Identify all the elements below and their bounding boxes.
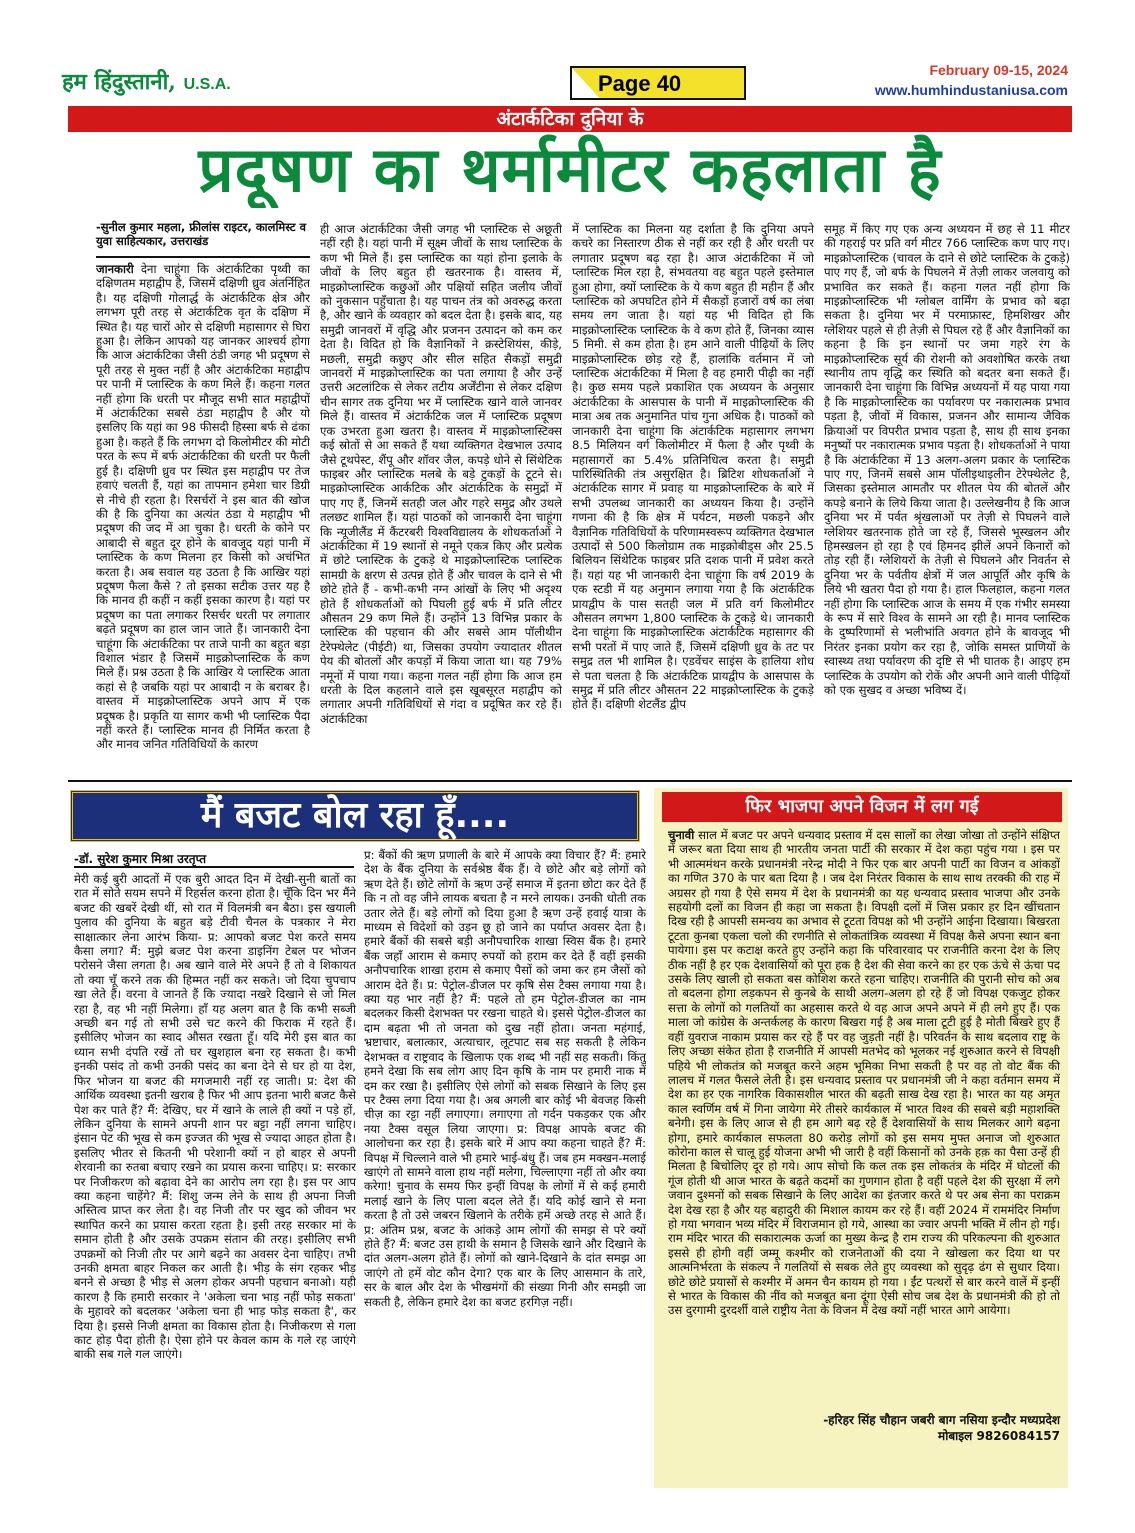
page-header [62,62,1074,106]
budget-byline: -डॉ. सुरेश कुमार मिश्रा उरतृप्त [74,852,207,866]
bjp-article-body [668,828,1060,1408]
bjp-signature [668,1412,1060,1444]
article-kicker: अंटार्कटिका दुनिया के [68,106,1072,132]
bjp-article-title: फिर भाजपा अपने विजन में लग गई [662,792,1062,822]
article-column-1 [96,262,310,776]
article-headline: प्रदूषण का थर्मामीटर कहलाता है [198,134,942,206]
byline-divider [96,256,310,258]
page-number: Page 40 [598,71,682,96]
author-signature: -हरिहर सिंह चौहान जबरी बाग नसिया इन्दौर मध्यप्रदेश [823,1413,1060,1427]
masthead-title: हम हिंदुस्तानी, [62,69,176,95]
page-number-box [570,66,746,100]
article-column-2: ही आज अंटार्कटिका जैसी जगह भी प्लास्टिक से अछूती नहीं रही है। यहां पानी में सूक्ष्म जीवों के साथ प्लास्टिक के कण भी मिले हैं। इस प्लास्टिक का यहां होना इलाके के जीवों के लिए बहुत ही खतरनाक है। वास्तव में, माइक्रोप्लास्टिक कछुओं और पक्षियों सहित जलीय जीवों को नुकसान पहुँचाता है। यह पाचन तंत्र को अवरुद्ध करता है, और खाने के व्यवहार को बदल देता है। इसके बाद, यह समुद्री जानवरों में वृद्धि और प्रजनन उत्पादन को कम कर देता है। विदित हो कि वैज्ञानिकों ने क्रस्टेशियंस, कीड़े, मछली, समुद्री कछुए और सील सहित सैकड़ों समुद्री जानवरों में माइक्रोप्लास्टिक का पता लगाया है और उन्हें उत्तरी अटलांटिक से लेकर तटीय अर्जेंटीना से लेकर दक्षिण चीन सागर तक दुनिया भर में प्लास्टिक खाने वाले जानवर मिले हैं। वास्तव में अंटार्कटिक जल में प्लास्टिक प्रदूषण एक उभरता हुआ खतरा है। वास्तव में माइक्रोप्लास्टिक्स कई स्रोतों से आ सकते हैं यथा व्यक्तिगत देखभाल उत्पाद जैसे टूथपेस्ट, शैंपू और शॉवर जैल, कपड़े धोने से सिंथेटिक फाइबर और प्लास्टिक मलबे के बड़े टुकड़ों के टूटने से। माइक्रोप्लास्टिक आर्कटिक और अंटार्कटिक के समुद्रों में पाए गए हैं, जिनमें सतही जल और गहरे समुद्र और उथले तलछट शामिल हैं। यहां पाठकों को जानकारी देना चाहूंगा कि न्यूजीलैंड में कैंटरबरी विश्वविद्यालय के शोधकर्ताओं ने अंटार्कटिका में 19 स्थानों से नमूने एकत्र किए और प्रत्येक में छोटे प्लास्टिक के टुकड़े थे माइक्रोप्लास्टिक प्लास्टिक सामग्री के क्षरण से उत्पन्न होते हैं और चावल के दाने से भी छोटे होते हैं - कभी-कभी नग्न आंखों के लिए भी अदृश्य होते हैं शोधकर्ताओं को पिघली हुई बर्फ में प्रति लीटर औसतन 29 कण मिले हैं। उन्होंने 13 विभिन्न प्रकार के प्लास्टिक की पहचान की और सबसे आम पॉलीथीन टेरेफ्थेलेट (पीईटी) था, जिसका उपयोग ज्यादातर शीतल पेय की बोतलों और कपड़ों में किया जाता था। यह 79% नमूनों में पाया गया। कहना गलत नहीं होगा कि आज हम धरती के दिल कहलाने वाले इस खूबसूरत महाद्वीप को लगातार अपनी गतिविधियों से गंदा व प्रदूषित कर रहे हैं। अंटार्कटिका [320,222,562,726]
article-column-1-text: देना चाहूंगा कि अंटार्कटिका पृथ्वी का दक्षिणतम महाद्वीप है, जिसमें दक्षिणी ध्रुव अंतर्निहित है। यह दक्षिणी गोलार्द्ध के अंटार्कटिक क्षेत्र और लगभग पूरी तरह से अंटार्कटिक वृत के दक्षिण में स्थित है। यह चारों ओर से दक्षिणी महासागर से घिरा हुआ है। लेकिन आपको यह जानकर आश्चर्य होगा कि आज अंटार्कटिका जैसी ठंडी जगह भी प्रदूषण से पूरी तरह से मुक्त नहीं है और अंटार्कटिका महाद्वीप पर पानी में प्लास्टिक के कण मिले हैं। कहना गलत नहीं होगा कि धरती पर मौजूद सभी सात महाद्वीपों में अंटार्कटिका सबसे ठंडा महाद्वीप है और यो इसलिए कि यहां का 98 फीसदी हिस्सा बर्फ से ढंका हुआ है। कहते हैं कि लगभग दो किलोमीटर की मोटी परत के रूप में बर्फ अंटार्कटिका की धरती पर फैली हुई है। दक्षिणी ध्रुव पर स्थित इस महाद्वीप पर तेज हवाएं चलती हैं, यहां का तापमान हमेशा चार डिग्री से नीचे ही रहता है। रिसर्चरों ने इस बात की खोज की है कि दुनिया का अत्यंत ठंडा ये महाद्वीप भी प्रदूषण की जद में आ चुका है। धरती के कोने पर आबादी से बहुत दूर होने के बावजूद यहां पानी में प्लास्टिक के कण मिलना हर किसी को अचंभित करता है। अब सवाल यह उठता है कि आखिर यहां प्रदूषण फैला कैसे ? तो इसका सटीक उत्तर यह है कि मानव ही कहीं न कहीं इसका कारण है। यहां पर प्रदूषण का पता लगाकर रिसर्चर धरती पर लगातार बढ़ते प्रदूषण का हाल जान जाते हैं। जानकारी देना चाहूंगा कि अंटार्कटिका पर ताजे पानी का बहुत बड़ा विशाल भंडार है जिसमें माइक्रोप्लास्टिक के कण मिले हैं। प्रश्न उठता है कि आखिर ये प्लास्टिक आता कहां से है जबकि यहां पर आबादी न के बराबर है। वास्तव में माइक्रोप्लास्टिक अपने आप में एक प्रदूषक है। प्रकृति या सागर कभी भी प्लास्टिक पैदा नहीं करते हैं। प्लास्टिक मानव ही निर्मित करता है और मानव जनित गतिविधियों के कारण [96,262,310,752]
site-url[interactable]: www.humhindustaniusa.com [874,82,1068,98]
section-divider [68,780,1072,782]
masthead [62,66,231,96]
budget-byline-divider [74,866,354,868]
budget-column-2: प्र: बैंकों की ऋण प्रणाली के बारे में आपके क्या विचार हैं? मैं: हमारे देश के बैंक दुनिया के सर्वश्रेष्ठ बैंक हैं। वे छोटे और बड़े लोगों को ऋण देते हैं। छोटे लोगों के ऋण उन्हें समाज में इतना छोटा कर देते हैं कि न तो वह जीने लायक बचता है न मरने लायक। उनकी धोती तक उतार लेते हैं। बड़े लोगों को दिया हुआ है ऋण उन्हें हवाई यात्रा के माध्यम से विदेशों को उड़न छू हो जाने का पर्याप्त अवसर देता है। हमारे बैंकों की सबसे बड़ी अनौपचारिक शाखा स्विस बैंक है। हमारे बैंक जहाँ आराम से कमाए रुपयों को हराम कर देते हैं वहीं इसकी अनौपचारिक शाखा हराम से कमाए पैसों को जमा कर हम जैसों को आराम देते हैं। प्र: पेट्रोल-डीजल पर कृषि सेस टैक्स लगाया गया है। क्या यह भार नहीं है? मैं: पहले तो हम पेट्रोल-डीजल का नाम बदलकर किसी देशभक्त पर रखना चाहते थे। इससे पेट्रोल-डीजल का दाम बढ़ता भी तो जनता को दुख नहीं होता। जनता महंगाई, भ्रष्टाचार, बलात्कार, अत्याचार, लूटपाट सब सह सकती है लेकिन देशभक्त व राष्ट्रवाद के खिलाफ एक शब्द भी नहीं सह सकती। किंतु हमने देखा कि सब लोग आए दिन कृषि के नाम पर हमारी नाक में दम कर रखा है। इसीलिए ऐसे लोगों को सबक सिखाने के लिए इस पर टैक्स लगा दिया गया है। अब अगली बार कोई भी बेवजह किसी चीज़ का रट्टा नहीं लगाएगा। लगाएगा तो गर्दन पकड़कर एक और नया टैक्स वसूल लिया जाएगा। प्र: विपक्ष आपके बजट की आलोचना कर रहा है। इसके बारे में आप क्या कहना चाहते हैं? मैं: विपक्ष में चिल्लाने वाले भी हमारे भाई-बंधु हैं। जब हम मक्खन-मलाई खाएंगे तो सामने वाला हाथ नहीं मलेगा, चिल्लाएगा नहीं तो और क्या करेगा! चुनाव के समय फिर इन्हीं विपक्ष के लोगों में से कई हमारी मलाई खाने के लिए पाला बदल लेते हैं। यदि कोई खाने से मना करता है तो उसे जबरन खिलाने के तरीके हमें अच्छे तरह से आते हैं। प्र: अंतिम प्रश्न, बजट के आंकड़े आम लोगों की समझ से परे क्यों होते हैं? मैं: बजट उस हाथी के समान है जिसके खाने और दिखाने के दांत अलग-अलग होते हैं। लोगों को खाने-दिखाने के दांत समझ आ जाएंगे तो हमें वोट कौन देगा? एक बार के लिए आसमान के तारे, सर के बाल और देश के भीखमंगों की संख्या गिनी और समझी जा सकती है, लेकिन हमारे देश का बजट हरगिज़ नहीं। [364,848,646,1309]
article-column-4: समूह में किए गए एक अन्य अध्ययन में छह से 11 मीटर की गहराई पर प्रति वर्ग मीटर 766 प्लास्टिक कण पाए गए। माइक्रोप्लास्टिक (चावल के दाने से छोटे प्लास्टिक के टुकड़े) पाए गए हैं, जो बर्फ के पिघलने में तेज़ी लाकर जलवायु को प्रभावित कर सकते हैं। कहना गलत नहीं होगा कि माइक्रोप्लास्टिक भी ग्लोबल वार्मिंग के प्रभाव को बढ़ा सकता है। दुनिया भर में परमाफ्रास्ट, हिमशिखर और ग्लेशियर पहले से ही तेज़ी से पिघल रहे हैं और वैज्ञानिकों का कहना है कि इन स्थानों पर जमा गहरे रंग के माइक्रोप्लास्टिक सूर्य की रोशनी को अवशोषित करके तथा स्थानीय ताप वृद्धि कर स्थिति को बदतर बना सकते हैं। जानकारी देना चाहूंगा कि विभिन्न अध्ययनों में यह पाया गया है कि माइक्रोप्लास्टिक का पर्यावरण पर नकारात्मक प्रभाव पड़ता है, जीवों में विकास, प्रजनन और सामान्य जैविक क्रियाओं पर विपरीत प्रभाव पड़ता है, साथ ही साथ इनका मनुष्यों पर नकारात्मक प्रभाव पड़ता है। शोधकर्ताओं ने पाया है कि अंटार्कटिका में 13 अलग-अलग प्रकार के प्लास्टिक पाए गए, जिनमें सबसे आम पॉलीइथाइलीन टेरेफ्थेलेट है, जिसका इस्तेमाल आमतौर पर शीतल पेय की बोतलें और कपड़े बनाने के लिये किया जाता है। उल्लेखनीय है कि आज दुनिया भर में पर्वत श्रृंखलाओं पर तेज़ी से पिघलने वाले ग्लेशियर खतरनाक होते जा रहे हैं, जिससे भूस्खलन और हिमस्खलन हो रहा है एवं हिमनद झीलें अपने किनारों को तोड़ रही हैं। ग्लेशियरों के तेज़ी से पिघलने और निवर्तन से दुनिया भर के पर्वतीय क्षेत्रों में जल आपूर्ति और कृषि के लिये भी खतरा पैदा हो गया है। हाल फिलहाल, कहना गलत नहीं होगा कि प्लास्टिक आज के समय में एक गंभीर समस्या के रूप में सारे विश्व के सामने आ रही है। मानव प्लास्टिक के दुष्परिणामों से भलीभांति अवगत होने के बावजूद भी निरंतर इनका प्रयोग कर रहा है, जोकि समस्त प्राणियों के स्वास्थ्य तथा पर्यावरण की दृष्टि से भी घातक है। आइए हम प्लास्टिक के उपयोग को रोकें और अपनी आने वाली पीढ़ियों को एक सुखद व अच्छा भविष्य दें। [824,222,1070,697]
budget-banner: मैं बजट बोल रहा हूँ.... [70,790,640,842]
author-mobile: मोबाइल 9826084157 [938,1429,1060,1443]
bjp-lead-word: चुनावी [668,828,695,842]
article-byline: -सुनील कुमार महला, फ्रीलांस राइटर, कालमिस्ट व युवा साहित्यकार, उत्तराखंड [96,220,306,248]
article-column-3: में प्लास्टिक का मिलना यह दर्शाता है कि दुनिया अपने कचरे का निस्तारण ठीक से नहीं कर रही है और धरती पर लगातार प्रदूषण बढ़ रहा है। आज अंटार्कटिका में जो प्लास्टिक मिल रहा है, संभवतया वह बहुत पहले इस्तेमाल हुआ होगा, क्यों प्लास्टिक के ये कण बहुत ही महीन हैं और प्लास्टिक को अपघटित होने में सैकड़ों हजारों वर्ष का लंबा समय लग जाता है। यहां यह भी विदित हो कि माइक्रोप्लास्टिक प्लास्टिक के वे कण होते हैं, जिनका व्यास 5 मिमी. से कम होता है। हम आने वाली पीढ़ियों के लिए माइक्रोप्लास्टिक छोड़ रहे हैं, हालांकि वर्तमान में जो प्लास्टिक अंटार्कटिका में मिला है वह हमारी पीढ़ी का नहीं है। कुछ समय पहले प्रकाशित एक अध्ययन के अनुसार अंटार्कटिका के आसपास के पानी में माइक्रोप्लास्टिक की मात्रा अब तक अनुमानित पांच गुना अधिक है। पाठकों को जानकारी देना चाहूंगा कि अंटार्कटिक महासागर लगभग 8.5 मिलियन वर्ग किलोमीटर में फैला है और पृथ्वी के महासागरों का 5.4% प्रतिनिधित्व करता है। समुद्री पारिस्थितिकी तंत्र असुरक्षित है। ब्रिटिश शोधकर्ताओं ने अंटार्कटिक सागर में प्रवाह या माइक्रोप्लास्टिक के बारे में सभी उपलब्ध जानकारी का अध्ययन किया है। उन्होंने गणना की है कि क्षेत्र में पर्यटन, मछली पकड़ने और वैज्ञानिक गतिविधियों के परिणामस्वरूप व्यक्तिगत देखभाल उत्पादों से 500 किलोग्राम तक माइक्रोबीड्स और 25.5 बिलियन सिंथेटिक फाइबर प्रति दशक पानी में प्रवेश करते हैं। यहां यह भी जानकारी देना चाहूंगा कि वर्ष 2019 के एक स्टडी में यह अनुमान लगाया गया है कि अंटार्कटिक प्रायद्वीप के पास सतही जल में प्रति वर्ग किलोमीटर औसतन लगभग 1,800 प्लास्टिक के टुकड़े थे। जानकारी देना चाहूंगा कि माइक्रोप्लास्टिक अंटार्कटिक महासागर की सभी परतों में पाए जाते हैं, जिसमें दक्षिणी ध्रुव के तट पर समुद्र तल भी शामिल है। एडवेंचर साइंस के हालिया शोध से पता चलता है कि अंटार्कटिक प्रायद्वीप के आसपास के समुद्र में प्रति लीटर औसतन 22 माइक्रोप्लास्टिक के टुकड़े होते हैं। दक्षिणी शेटलैंड द्वीप [572,222,814,712]
budget-column-1: मेरी कई बुरी आदतों में एक बुरी आदत दिन में देखी-सुनी बातों का रात में सोते सयम सपने में रिहर्सल करना होता है। चूँकि दिन भर मैंने बजट की खबरें देखी थीं, सो रात में विलमंत्री बन बैठा। इस खयाली पुलाव की दुनिया के बहुत बड़े टीवी चैनल के पत्रकार ने मेरा साक्षात्कार लेना आरंभ किया- प्र: आपको बजट पेश करते समय कैसा लगा? मैं: मुझे बजट पेश करना डाइनिंग टेबल पर भोजन परोसने जैसा लगता है। अब खाने वाले मेरे अपने हैं तो वे शिकायत तो क्या चूँ करने तक की हिम्मत नहीं कर सकते। जो दिया चुपचाप खा लेते हैं। वरना वे जानते हैं कि ज्यादा नखरे दिखाने से जो मिल रहा है, वह भी नहीं मिलेगा। हाँ यह अलग बात है कि कभी सब्जी अच्छी बन गई तो सभी उसे चट करने की फिराक में रहते हैं। इसीलिए भोजन का स्वाद औसत रखता हूँ। यदि मेरी इस बात का ध्यान सभी दंपति रखें तो घर खुशहाल बना रह सकता है। कभी इनकी पसंद तो कभी उनकी पसंद का बना देने से घर हो या देश, फिर भोजन या बजट की मगजमारी नहीं रह जाती। प्र: देश की आर्थिक व्यवस्था इतनी खराब है फिर भी आप इतना भारी बजट कैसे पेश कर पाते हैं? मैं: देखिए, घर में खाने के लाले ही क्यों न पड़े हों, लेकिन दुनिया के सामने अपनी शान पर बट्टा नहीं लगना चाहिए। इंसान पेट की भूख से कम इज्जत की भूख से ज्यादा आहत होता है। इसलिए भीतर से कितनी भी परेशानी क्यों न हो बाहर से अपनी शेरवानी का रुतबा बचाए रखने का प्रयास करना चाहिए। प्र: सरकार पर निजीकरण को बढ़ावा देने का आरोप लग रहा है। इस पर आप क्या कहना चाहेंगे? मैं: शिशु जन्म लेने के साथ ही अपना निजी अस्तित्व प्राप्त कर लेता है। वह निजी तौर पर खुद को जीवन भर स्थापित करने का प्रयास करता रहता है। इसी तरह सरकार मां के समान होती है और उसके उपक्रम संतान की तरह। इसीलिए सभी उपक्रमों को निजी तौर पर आगे बढ़ने का अवसर देना चाहिए। तभी उनकी क्षमता बाहर निकल कर आती है। भीड़ के संग रहकर भीड़ बनने से अच्छा है भीड़ से अलग होकर अपनी पहचान बनाओ। यही कारण है कि हमारी सरकार ने 'अकेला चना भाड़ नहीं फोड़ सकता' के मुहावरे को बदलकर 'अकेला चना ही भाड़ फोड़ सकता है', कर दिया है। इससे निजी क्षमता का विकास होता है। निजीकरण से गला काट होड़ पैदा होती है। ऐसा होने पर केवल काम के गले रह जाएंगे बाकी सब गले गल जाएंगे। [74,872,356,1362]
lead-word: जानकारी [96,262,134,276]
issue-date: February 09-15, 2024 [929,62,1068,78]
bjp-article-text: साल में बजट पर अपने धन्यवाद प्रस्ताव में दस सालों का लेखा जोखा तो उन्होंने संक्षिप्त में जरूर बता दिया साथ ही भारतीय जनता पार्टी की सरकार में देश कहा पहुंच गया । इस पर भी आत्ममंथन करके प्रधानमंत्री नरेन्द्र मोदी ने फिर एक बार अपनी पार्टी का विजन व आंकड़ों का गणित 370 के पार बता दिया है । जब देश निरंतर विकास के साथ साथ तरक्की की राह में अग्रसर हो गया है ऐसे समय में देश के प्रधानमंत्री का यह धन्यवाद प्रस्ताव भाजपा और उनके सहयोगी दलों का विजन ही कहा जा सकता है। विपक्षी दलों में जिस प्रकार हर दिन खींचतान दिख रही है आपसी समन्वय का अभाव से टूटता विपक्ष को भी उन्होंने आईना दिखाया। बिखरता टूटता कुनबा एकला चलो की रणनीति से लोकतांत्रिक व्यवस्था में विपक्ष कैसे अपना स्थान बना पायेगा। इस पर कटाक्ष करते हुए उन्होंने कहा कि परिवारवाद पर राजनीति करना देश के लिए ठीक नहीं है हर एक देशवासियों को पूरा हक है देश की सेवा करने का हर एक ऊंचे से ऊंचा पद उसके लिए खाली हो सकता बस कोशिश करते रहना चाहिए। राजनीति की पुरानी सोच को अब तो बदलना होगा लड़कपन से कुनबे के साथी अलग-अलग हो रहे हैं जो विपक्ष एकजुट होकर सत्ता के लोगों को गलतियों का अहसास करते थे वह आज अपने अपने में ही लगे हुए हैं। एक माला जो कांग्रेस के अन्तर्कलह के कारण बिखरा गई है अब माला टूटी हुई है मोती बिखरे हुए हैं वहीं युवराज नाकाम प्रयास कर रहे हैं पर वह जुड़ती नहीं है। परिवर्तन के साथ बदलाव राष्ट्र के लिए अच्छा संकेत होता है राजनीति में आपसी मतभेद को भूलकर नई शुरुआत करने से विपक्षी पहिये भी लोकतंत्र को मजबूत करने अहम भूमिका निभा सकती है पर वह तो वोट बैंक की लालच में गलत फैसले लेती है। इस धन्यवाद प्रस्ताव पर प्रधानमंत्री जी ने कहा वर्तमान समय में देश का हर एक नागरिक विकासशील भारत की बढ़ती साख देख रहा है। भारत का यह अमृत काल स्वर्णिम वर्ष में गिना जायेगा मेरे तीसरे कार्यकाल में भारत विश्व की सबसे बड़ी महाशक्ति बनेगी। इस के लिए आज से ही हम आगे बढ़ रहे हैं देशवासियों के साथ मिलकर आगे बढ़ना होगा, हमारे कार्यकाल सफलता 80 करोड़ लोगों को इस समय मुफ्त अनाज जो शुरुआत कोरोना काल से चालू हुई योजना अभी भी जारी है वहीं किसानों को उनके हक़ का पैसा उन्हें ही मिलता है बिचोलिए दूर हो गये। आप सोचो कि कल तक इस लोकतंत्र के मंदिर में घोटलों की गूंज होती थी आज भारत के बढ़ते कदमों का गुणगान होता है वहीं पहले देश की सुरक्षा में लगे जवान दुश्मनों को सबक सिखाने के लिए आदेश का इंतजार करते थे पर अब सेना का पराक्रम देश देख रहा है और यह बहादुरी की मिशाल कायम कर रहे हैं। वहीं 2024 में राममंदिर निर्माण हो गया भगवान भव्य मंदिर में विराजमान हो गये, आस्था का ज्वार अपनी भक्ति में लीन हो गई। राम मंदिर भारत की सकारात्मक ऊर्जा का मुख्य केन्द्र है राम राज्य की परिकल्पना की शुरुआत इससे ही होगी वहीं जम्मू कश्मीर को राजनेताओं की दया ने खोखला कर दिया था पर आत्मनिर्भरता के संकल्प ने गलतियों से सबक लेते हुए व्यवस्था को सुदृढ़ ढंग से सुधार दिया। छोटे छोटे प्रयासों से कश्मीर में अमन चैन कायम हो गया । ईंट पत्थरों से बार करने वालें में इन्हीं से भारत के विकास की नींव को मजबूत बना दूंगा ऐसी सोच जब देश के प्रधानमंत्री की हो तो उस दुरगामी दुरदर्शी वाले राष्ट्रीय नेता के विजन में देख क्यों नहीं भारत आगे आयेगा। [668,828,1060,1318]
masthead-suffix: U.S.A. [183,76,231,93]
